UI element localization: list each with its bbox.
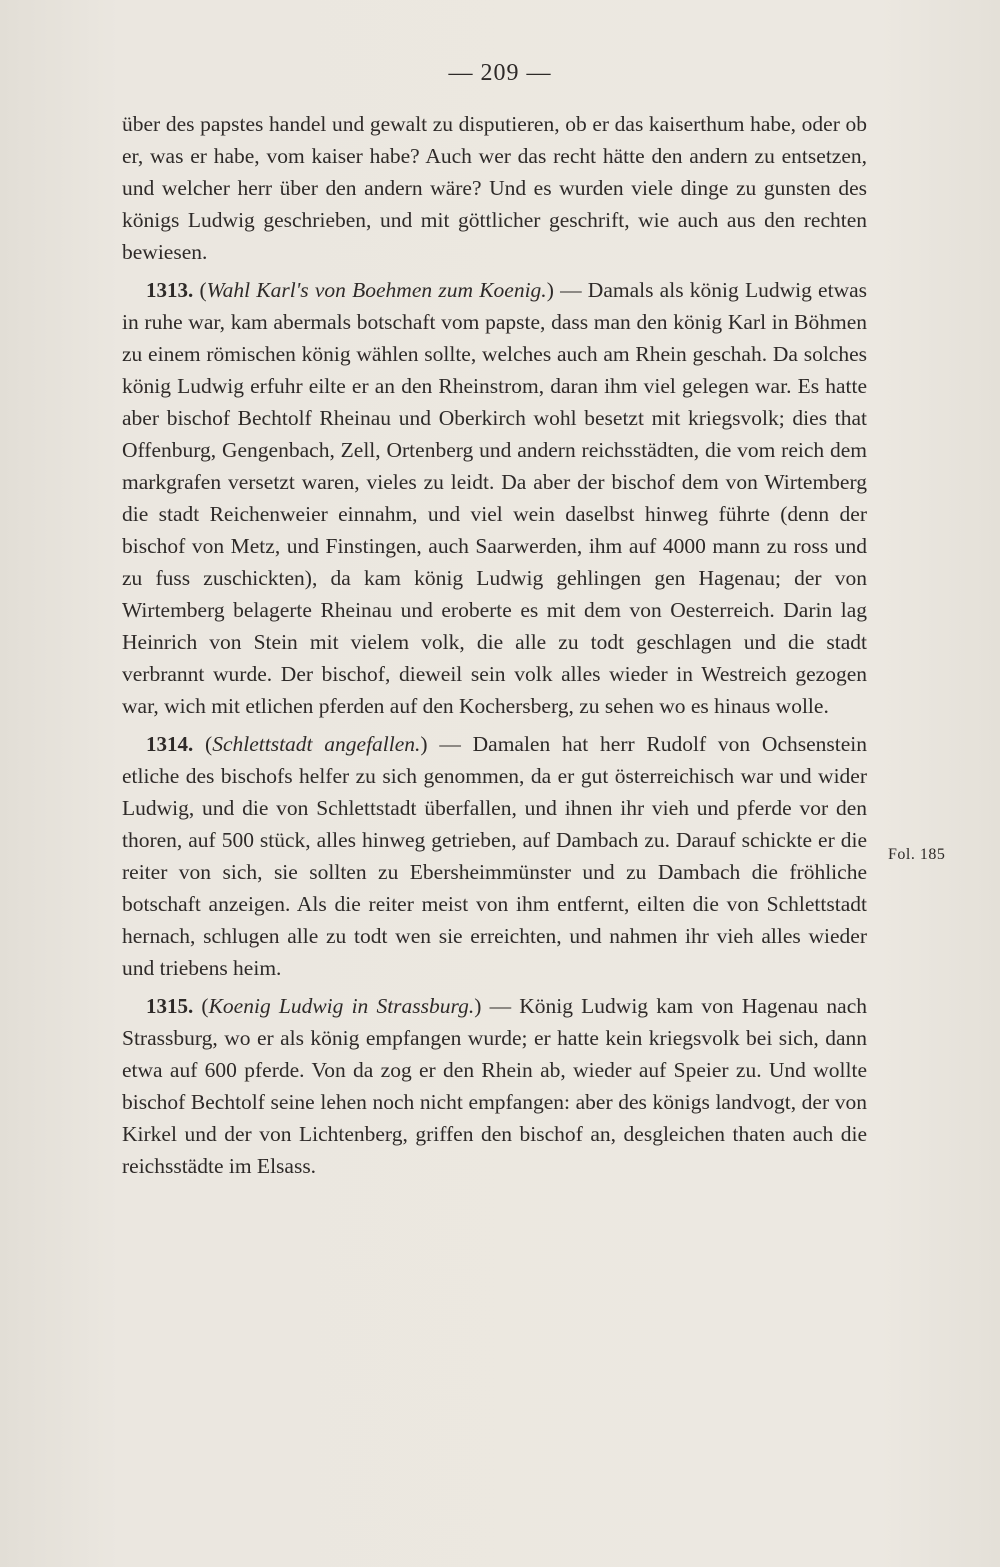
section-number: 1313. [146,278,194,302]
margin-note-folio: Fol. 185 [888,846,946,863]
section-number: 1314. [146,732,194,756]
open-paren: ( [199,278,207,302]
section-paragraph [122,728,867,984]
main-text [122,108,867,1182]
section-body: — Damals als könig Ludwig etwas in ruhe war, kam abermals botschaft vom papste, dass man den könig Karl in Böhmen zu einem römischen könig wählen sollte, welches auch am Rhein geschah. Da solches könig Ludwig erfuhr eilte er an den Rheinstrom, daran ihm viel gelegen war. Es hatte aber bischof Bechtolf Rheinau und Oberkirch wohl besetzt mit kriegsvolk; dies that Offenburg, Gengenbach, Zell, Ortenberg und andern reichsstädten, die vom reich dem markgrafen versetzt waren, vieles zu leidt. Da aber der bischof dem von Wirtemberg die stadt Reichenweier einnahm, und viel wein daselbst hinweg führte (denn der bischof von Metz, und Finstingen, auch Saarwerden, ihm auf 4000 mann zu ross und zu fuss zuschickten), da kam könig Ludwig gehlingen gen Hagenau; der von Wirtemberg belagerte Rheinau und eroberte es mit dem von Oesterreich. Darin lag Heinrich von Stein mit vielem volk, die alle zu todt geschlagen und die stadt verbrannt wurde. Der bischof, dieweil sein volk alles wieder in Westreich gezogen war, wich mit etlichen pferden auf den Kochersberg, zu sehen wo es hinaus wolle. [122,278,868,718]
section-heading: Wahl Karl's von Boehmen zum Koenig. [206,278,547,302]
section-1315 [122,990,867,1182]
section-heading: Schlettstadt angefallen. [212,732,421,756]
open-paren: ( [201,994,209,1018]
close-paren: ) [420,732,428,756]
page-number: — 209 — [448,60,552,86]
section-1313 [122,274,867,722]
close-paren: ) [474,994,482,1018]
section-body: — Damalen hat herr Rudolf von Ochsenstein etliche des bischofs helfer zu sich genommen, da er gut österreichisch war und wider Ludwig, und die von Schlettstadt überfallen, und ihnen ihr vieh und pferde vor den thoren, auf 500 stück, alles hinweg getrieben, auf Dambach zu. Darauf schickte er die reiter von sich, sie sollten zu Ebersheimmünster und zu Dambach die fröhliche botschaft anzeigen. Als die reiter meist von ihm entfernt, eilten die von Schlettstadt hernach, schlugen alle zu todt wen sie erreichten, und nahmen ihr vieh alles wieder und triebens heim. [122,732,868,980]
close-paren: ) [546,278,554,302]
section-1314 [122,728,867,984]
section-heading: Koenig Ludwig in Strassburg. [208,994,475,1018]
section-paragraph [122,274,867,722]
section-body: — König Ludwig kam von Hagenau nach Strassburg, wo er als könig empfangen wurde; er hatte kein kriegsvolk bei sich, dann etwa auf 600 pferde. Von da zog er den Rhein ab, wieder auf Speier zu. Und wollte bischof Bechtolf seine lehen noch nicht empfangen: aber des königs landvogt, der von Kirkel und der von Lichtenberg, griffen den bischof an, desgleichen thaten auch die reichsstädte im Elsass. [122,994,867,1178]
section-paragraph [122,990,867,1182]
continuation-paragraph: über des papstes handel und gewalt zu disputieren, ob er das kaiserthum habe, oder ob er, was er habe, vom kaiser habe? Auch wer das recht hätte den andern zu entsetzen, und welcher herr über den andern wäre? Und es wurden viele dinge zu gunsten des königs Ludwig geschrieben, und mit göttlicher geschrift, wie auch aus den rechten bewiesen. [122,112,867,264]
section-number: 1315. [146,994,194,1018]
open-paren: ( [205,732,213,756]
